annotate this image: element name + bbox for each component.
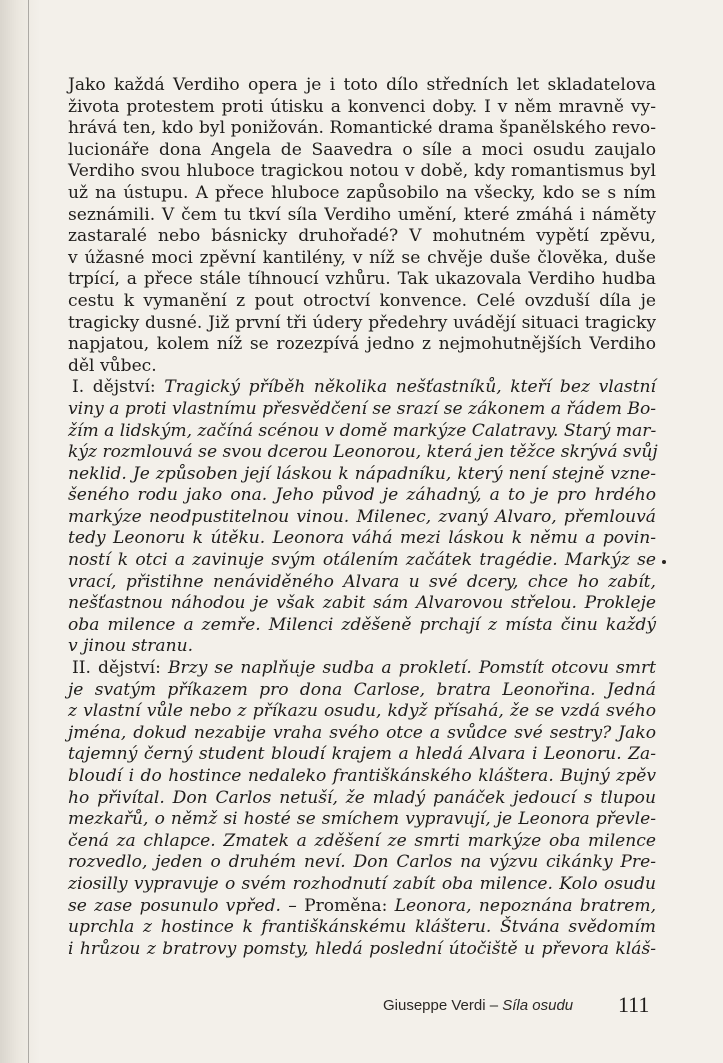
- text-line: [68, 291, 656, 313]
- line-text: Tragický příběh několika nešťastníků, kteří bez vlastní: [164, 377, 656, 398]
- text-line: [68, 550, 656, 572]
- act-label: II. dějství:: [72, 658, 168, 679]
- line-text: čená za chlapce. Zmatek a zděšení ze smrti markýze oba milence: [68, 830, 656, 851]
- line-text: ho přivítal. Don Carlos netuší, že mladý panáček jedoucí s tlupou: [68, 787, 656, 808]
- line-text: seznámili. V čem tu tkví síla Verdiho umění, které zmáhá i náměty: [68, 204, 656, 225]
- body-text: [68, 75, 656, 960]
- line-text: je svatým příkazem pro dona Carlose, bratra Leonořina. Jedná: [68, 679, 656, 700]
- text-line: [68, 205, 656, 227]
- line-text: v jinou stranu.: [68, 636, 194, 657]
- text-line: [68, 680, 656, 702]
- ink-speck: [662, 560, 666, 564]
- text-line: [68, 615, 656, 637]
- line-text: viny a proti vlastnímu přesvědčení se srazí se zákonem a řádem Bo-: [68, 398, 657, 419]
- text-line: [68, 593, 656, 615]
- text-line: [68, 658, 656, 680]
- line-text: jména, dokud nezabije vraha svého otce a svůdce své sestry? Jako: [68, 722, 656, 743]
- line-text: mezkařů, o němž si hosté se smíchem vypravují, je Leonora převle-: [68, 809, 656, 830]
- text-line: [68, 226, 656, 248]
- line-text: tedy Leonoru k útěku. Leonora váhá mezi láskou k němu a povin-: [68, 528, 656, 549]
- line-text: trpící, a přece stále tíhnoucí vzhůru. Tak ukazovala Verdiho hudba: [68, 269, 656, 290]
- line-text: neklid. Je způsoben její láskou k nápadníku, který není stejně vzne-: [68, 463, 656, 484]
- line-text: lucionáře dona Angela de Saavedra o síle a moci osudu zaujalo: [68, 139, 656, 160]
- line-text: hrává ten, kdo byl ponižován. Romantické drama španělského revo-: [68, 118, 656, 139]
- text-line: [68, 636, 656, 658]
- line-text: z vlastní vůle nebo z příkazu osudu, když přísahá, že se vzdá svého: [68, 701, 656, 722]
- line-text: vrací, přistihne nenáviděného Alvara u své dcery, chce ho zabít,: [68, 571, 656, 592]
- text-line: [68, 140, 656, 162]
- line-text: oba milence a zemře. Milenci zděšeně prchají z místa činu každý: [68, 614, 656, 635]
- line-text: života protestem proti útisku a konvenci doby. I v něm mravně vy-: [68, 96, 656, 117]
- text-line: [68, 75, 656, 97]
- line-text: i hrůzou z bratrovy pomsty, hledá poslední útočiště u převora kláš-: [68, 938, 656, 959]
- text-line: [68, 744, 656, 766]
- text-line: [68, 399, 656, 421]
- running-footer: [383, 997, 573, 1014]
- line-text: ziosilly vypravuje o svém rozhodnutí zabít oba milence. Kolo osudu: [68, 873, 656, 894]
- line-text: zastaralé nebo básnicky druhořadé? V mohutném vypětí zpěvu,: [68, 226, 656, 247]
- line-text: uprchla z hostince k františkánskému klášteru. Štvána svědomím: [68, 917, 656, 938]
- line-text: už na ústupu. A přece hluboce zapůsobilo na všecky, kdo se s ním: [68, 182, 656, 203]
- line-text: bloudí i do hostince nedaleko františkánského kláštera. Bujný zpěv: [68, 766, 656, 786]
- line-text: Brzy se naplňuje sudba a prokletí. Pomstít otcovu smrt: [167, 658, 656, 679]
- line-text: Jako každá Verdiho opera je i toto dílo středních let skladatelova: [68, 75, 656, 95]
- text-line: [68, 874, 656, 896]
- text-line: [68, 485, 656, 507]
- text-line: [68, 507, 656, 529]
- line-text: v úžasné moci zpěvní kantilény, v níž se chvěje duše člověka, duše: [68, 247, 656, 268]
- text-line: [68, 248, 656, 270]
- text-line: [68, 464, 656, 486]
- line-text: cestu k vymanění z pout otroctví konvence. Celé ovzduší díla je: [68, 290, 656, 311]
- line-text: tajemný černý student bloudí krajem a hledá Alvara i Leonoru. Za-: [68, 744, 656, 765]
- page-edge-shadow: [0, 0, 40, 1063]
- line-text: žím a lidským, začíná scénou v domě markýze Calatravy. Starý mar-: [68, 420, 657, 441]
- footer-author: Giuseppe Verdi –: [383, 997, 503, 1014]
- act-label: I. dějství:: [72, 377, 165, 398]
- text-line: [68, 939, 656, 961]
- text-line: [68, 766, 656, 788]
- text-line: [68, 831, 656, 853]
- text-line: [68, 442, 656, 464]
- text-line: [68, 118, 656, 140]
- page-number: 111: [618, 992, 650, 1017]
- line-text: se zase posunulo vpřed. –: [68, 895, 305, 916]
- text-line: [68, 572, 656, 594]
- scene-label: Proměna:: [304, 895, 395, 916]
- text-line: [68, 917, 656, 939]
- text-line: [68, 269, 656, 291]
- line-text: šeného rodu jako ona. Jeho původ je záhadný, a to je pro hrdého: [68, 485, 656, 506]
- line-text: Leonora, nepoznána bratrem,: [394, 895, 657, 916]
- line-text: Verdiho svou hlubocе tragickou notou v době, kdy romantismus byl: [68, 161, 656, 182]
- text-line: [68, 356, 656, 378]
- line-text: ností k otci a zavinuje svým otálením začátek tragédie. Markýz se: [68, 550, 656, 571]
- text-line: [68, 852, 656, 874]
- text-line: [68, 701, 656, 723]
- text-line: [68, 788, 656, 810]
- text-line: [68, 528, 656, 550]
- text-line: [68, 161, 656, 183]
- text-line: [68, 334, 656, 356]
- line-text: tragicky dusné. Již první tři údery předehry uvádějí situaci tragicky: [68, 312, 656, 333]
- line-text: rozvedlo, jeden o druhém neví. Don Carlos na výzvu cikánky Pre-: [68, 852, 656, 873]
- line-text: nešťastnou náhodou je však zabit sám Alvarovou střelou. Prokleje: [68, 593, 656, 614]
- text-line: [68, 723, 656, 745]
- line-text: děl vůbec.: [68, 355, 157, 376]
- text-line: [68, 809, 656, 831]
- line-text: kýz rozmlouvá se svou dcerou Leonorou, která jen těžce skrývá svůj: [68, 442, 658, 463]
- text-line: [68, 896, 656, 918]
- text-line: [68, 313, 656, 335]
- page-fold-line: [28, 0, 29, 1063]
- footer-title: Síla osudu: [502, 997, 574, 1014]
- line-text: markýze neodpustitelnou vinou. Milenec, zvaný Alvaro, přemlouvá: [68, 506, 656, 527]
- text-line: [68, 421, 656, 443]
- line-text: napjatou, kolem níž se rozezpívá jedno z nejmohutnějších Verdiho: [68, 334, 656, 355]
- text-line: [68, 183, 656, 205]
- text-line: [68, 97, 656, 119]
- text-line: [68, 377, 656, 399]
